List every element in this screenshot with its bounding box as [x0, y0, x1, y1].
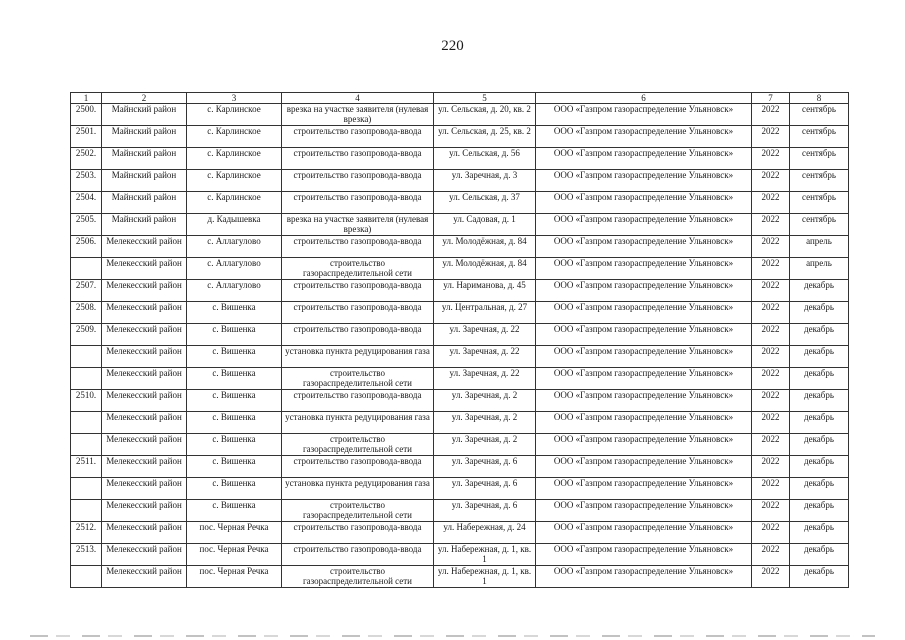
table-row	[71, 566, 849, 588]
work-cell: строительство газопровода-ввода	[282, 390, 434, 412]
header-row	[71, 93, 849, 104]
settlement-cell: пос. Черная Речка	[187, 566, 282, 588]
year-cell: 2022	[752, 302, 790, 324]
address-cell: ул. Набережная, д. 1, кв. 1	[434, 544, 536, 566]
work-cell: установка пункта редуцирования газа	[282, 478, 434, 500]
district-cell: Мелекесский район	[102, 544, 187, 566]
address-cell: ул. Заречная, д. 6	[434, 456, 536, 478]
address-cell: ул. Центральная, д. 27	[434, 302, 536, 324]
month-cell: декабрь	[790, 456, 849, 478]
organization-cell: ООО «Газпром газораспределение Ульяновск»	[536, 302, 752, 324]
table-row	[71, 500, 849, 522]
settlement-cell: с. Карлинское	[187, 148, 282, 170]
organization-cell: ООО «Газпром газораспределение Ульяновск»	[536, 192, 752, 214]
row-number: 2511.	[71, 456, 102, 478]
settlement-cell: с. Аллагулово	[187, 236, 282, 258]
month-cell: сентябрь	[790, 170, 849, 192]
table-row	[71, 280, 849, 302]
organization-cell: ООО «Газпром газораспределение Ульяновск»	[536, 324, 752, 346]
organization-cell: ООО «Газпром газораспределение Ульяновск»	[536, 214, 752, 236]
address-cell: ул. Сельская, д. 25, кв. 2	[434, 126, 536, 148]
work-cell: строительство газопровода-ввода	[282, 236, 434, 258]
district-cell: Мелекесский район	[102, 390, 187, 412]
row-number	[71, 434, 102, 456]
row-number: 2504.	[71, 192, 102, 214]
district-cell: Майнский район	[102, 214, 187, 236]
table-row	[71, 104, 849, 126]
month-cell: сентябрь	[790, 148, 849, 170]
table-row	[71, 324, 849, 346]
year-cell: 2022	[752, 324, 790, 346]
month-cell: декабрь	[790, 500, 849, 522]
district-cell: Мелекесский район	[102, 566, 187, 588]
year-cell: 2022	[752, 280, 790, 302]
organization-cell: ООО «Газпром газораспределение Ульяновск»	[536, 544, 752, 566]
district-cell: Мелекесский район	[102, 324, 187, 346]
work-cell: строительство газопровода-ввода	[282, 148, 434, 170]
settlement-cell: с. Вишенка	[187, 500, 282, 522]
organization-cell: ООО «Газпром газораспределение Ульяновск»	[536, 280, 752, 302]
table-row	[71, 258, 849, 280]
year-cell: 2022	[752, 478, 790, 500]
work-cell: строительство газопровода-ввода	[282, 192, 434, 214]
settlement-cell: пос. Черная Речка	[187, 522, 282, 544]
row-number: 2505.	[71, 214, 102, 236]
work-cell: строительство газопровода-ввода	[282, 302, 434, 324]
address-cell: ул. Набережная, д. 1, кв. 1	[434, 566, 536, 588]
address-cell: ул. Заречная, д. 22	[434, 346, 536, 368]
column-header: 3	[187, 93, 282, 104]
table-row	[71, 302, 849, 324]
settlement-cell: с. Вишенка	[187, 346, 282, 368]
district-cell: Мелекесский район	[102, 522, 187, 544]
month-cell: декабрь	[790, 346, 849, 368]
row-number	[71, 566, 102, 588]
settlement-cell: с. Карлинское	[187, 192, 282, 214]
settlement-cell: с. Вишенка	[187, 390, 282, 412]
month-cell: декабрь	[790, 566, 849, 588]
organization-cell: ООО «Газпром газораспределение Ульяновск»	[536, 522, 752, 544]
work-cell: строительство газопровода-ввода	[282, 544, 434, 566]
district-cell: Майнский район	[102, 170, 187, 192]
table-row	[71, 412, 849, 434]
year-cell: 2022	[752, 390, 790, 412]
month-cell: декабрь	[790, 544, 849, 566]
district-cell: Мелекесский район	[102, 434, 187, 456]
settlement-cell: с. Вишенка	[187, 368, 282, 390]
district-cell: Мелекесский район	[102, 368, 187, 390]
district-cell: Майнский район	[102, 104, 187, 126]
row-number: 2510.	[71, 390, 102, 412]
district-cell: Мелекесский район	[102, 456, 187, 478]
settlement-cell: с. Вишенка	[187, 412, 282, 434]
work-cell: строительство газопровода-ввода	[282, 324, 434, 346]
row-number: 2502.	[71, 148, 102, 170]
address-cell: ул. Заречная, д. 22	[434, 368, 536, 390]
organization-cell: ООО «Газпром газораспределение Ульяновск»	[536, 346, 752, 368]
table-row	[71, 368, 849, 390]
table-row	[71, 192, 849, 214]
organization-cell: ООО «Газпром газораспределение Ульяновск»	[536, 390, 752, 412]
month-cell: апрель	[790, 236, 849, 258]
year-cell: 2022	[752, 368, 790, 390]
year-cell: 2022	[752, 346, 790, 368]
table-row	[71, 544, 849, 566]
year-cell: 2022	[752, 412, 790, 434]
organization-cell: ООО «Газпром газораспределение Ульяновск»	[536, 478, 752, 500]
work-cell: строительство газопровода-ввода	[282, 280, 434, 302]
organization-cell: ООО «Газпром газораспределение Ульяновск»	[536, 500, 752, 522]
month-cell: декабрь	[790, 434, 849, 456]
address-cell: ул. Заречная, д. 2	[434, 412, 536, 434]
work-cell: строительство газопровода-ввода	[282, 170, 434, 192]
row-number: 2503.	[71, 170, 102, 192]
organization-cell: ООО «Газпром газораспределение Ульяновск»	[536, 148, 752, 170]
district-cell: Мелекесский район	[102, 280, 187, 302]
year-cell: 2022	[752, 126, 790, 148]
organization-cell: ООО «Газпром газораспределение Ульяновск»	[536, 456, 752, 478]
address-cell: ул. Молодёжная, д. 84	[434, 258, 536, 280]
row-number: 2508.	[71, 302, 102, 324]
year-cell: 2022	[752, 522, 790, 544]
address-cell: ул. Нариманова, д. 45	[434, 280, 536, 302]
address-cell: ул. Заречная, д. 22	[434, 324, 536, 346]
year-cell: 2022	[752, 170, 790, 192]
organization-cell: ООО «Газпром газораспределение Ульяновск»	[536, 104, 752, 126]
table-row	[71, 126, 849, 148]
scan-artifact	[30, 635, 875, 637]
district-cell: Майнский район	[102, 126, 187, 148]
address-cell: ул. Молодёжная, д. 84	[434, 236, 536, 258]
month-cell: декабрь	[790, 522, 849, 544]
year-cell: 2022	[752, 258, 790, 280]
district-cell: Мелекесский район	[102, 302, 187, 324]
month-cell: сентябрь	[790, 104, 849, 126]
table-row	[71, 522, 849, 544]
row-number: 2513.	[71, 544, 102, 566]
district-cell: Мелекесский район	[102, 346, 187, 368]
district-cell: Мелекесский район	[102, 500, 187, 522]
settlement-cell: с. Вишенка	[187, 456, 282, 478]
year-cell: 2022	[752, 148, 790, 170]
settlement-cell: пос. Черная Речка	[187, 544, 282, 566]
organization-cell: ООО «Газпром газораспределение Ульяновск»	[536, 258, 752, 280]
column-header: 4	[282, 93, 434, 104]
address-cell: ул. Заречная, д. 2	[434, 434, 536, 456]
row-number	[71, 368, 102, 390]
settlement-cell: с. Вишенка	[187, 478, 282, 500]
settlement-cell: с. Аллагулово	[187, 280, 282, 302]
district-cell: Мелекесский район	[102, 478, 187, 500]
organization-cell: ООО «Газпром газораспределение Ульяновск»	[536, 236, 752, 258]
month-cell: декабрь	[790, 280, 849, 302]
year-cell: 2022	[752, 434, 790, 456]
row-number	[71, 346, 102, 368]
column-header: 2	[102, 93, 187, 104]
month-cell: сентябрь	[790, 192, 849, 214]
work-cell: установка пункта редуцирования газа	[282, 346, 434, 368]
district-cell: Мелекесский район	[102, 258, 187, 280]
table-row	[71, 236, 849, 258]
month-cell: сентябрь	[790, 214, 849, 236]
column-header: 6	[536, 93, 752, 104]
work-cell: строительство газораспределительной сети	[282, 368, 434, 390]
settlement-cell: с. Вишенка	[187, 302, 282, 324]
year-cell: 2022	[752, 104, 790, 126]
row-number	[71, 258, 102, 280]
organization-cell: ООО «Газпром газораспределение Ульяновск»	[536, 368, 752, 390]
month-cell: декабрь	[790, 478, 849, 500]
settlement-cell: с. Вишенка	[187, 324, 282, 346]
row-number	[71, 500, 102, 522]
year-cell: 2022	[752, 544, 790, 566]
organization-cell: ООО «Газпром газораспределение Ульяновск»	[536, 412, 752, 434]
table-row	[71, 214, 849, 236]
work-cell: строительство газопровода-ввода	[282, 522, 434, 544]
column-header: 5	[434, 93, 536, 104]
work-cell: строительство газораспределительной сети	[282, 500, 434, 522]
row-number: 2501.	[71, 126, 102, 148]
address-cell: ул. Заречная, д. 6	[434, 478, 536, 500]
address-cell: ул. Садовая, д. 1	[434, 214, 536, 236]
month-cell: декабрь	[790, 324, 849, 346]
table-row	[71, 434, 849, 456]
year-cell: 2022	[752, 456, 790, 478]
table-row	[71, 456, 849, 478]
year-cell: 2022	[752, 500, 790, 522]
address-cell: ул. Заречная, д. 2	[434, 390, 536, 412]
month-cell: апрель	[790, 258, 849, 280]
work-cell: строительство газораспределительной сети	[282, 566, 434, 588]
table-row	[71, 148, 849, 170]
address-cell: ул. Сельская, д. 56	[434, 148, 536, 170]
settlement-cell: д. Кадышевка	[187, 214, 282, 236]
address-cell: ул. Заречная, д. 3	[434, 170, 536, 192]
month-cell: декабрь	[790, 368, 849, 390]
row-number: 2506.	[71, 236, 102, 258]
district-cell: Мелекесский район	[102, 412, 187, 434]
row-number: 2512.	[71, 522, 102, 544]
table-row	[71, 478, 849, 500]
work-cell: врезка на участке заявителя (нулевая врезка)	[282, 104, 434, 126]
registry-body	[71, 104, 849, 588]
month-cell: сентябрь	[790, 126, 849, 148]
table-row	[71, 170, 849, 192]
work-cell: строительство газопровода-ввода	[282, 456, 434, 478]
work-cell: строительство газораспределительной сети	[282, 258, 434, 280]
row-number	[71, 478, 102, 500]
column-header: 7	[752, 93, 790, 104]
year-cell: 2022	[752, 214, 790, 236]
month-cell: декабрь	[790, 412, 849, 434]
settlement-cell: с. Карлинское	[187, 170, 282, 192]
registry-table	[70, 92, 849, 588]
district-cell: Майнский район	[102, 192, 187, 214]
row-number: 2509.	[71, 324, 102, 346]
address-cell: ул. Набережная, д. 24	[434, 522, 536, 544]
work-cell: врезка на участке заявителя (нулевая врезка)	[282, 214, 434, 236]
row-number: 2500.	[71, 104, 102, 126]
settlement-cell: с. Аллагулово	[187, 258, 282, 280]
month-cell: декабрь	[790, 390, 849, 412]
work-cell: установка пункта редуцирования газа	[282, 412, 434, 434]
year-cell: 2022	[752, 236, 790, 258]
address-cell: ул. Сельская, д. 20, кв. 2	[434, 104, 536, 126]
month-cell: декабрь	[790, 302, 849, 324]
year-cell: 2022	[752, 566, 790, 588]
organization-cell: ООО «Газпром газораспределение Ульяновск»	[536, 170, 752, 192]
organization-cell: ООО «Газпром газораспределение Ульяновск»	[536, 566, 752, 588]
table-row	[71, 390, 849, 412]
settlement-cell: с. Карлинское	[187, 104, 282, 126]
organization-cell: ООО «Газпром газораспределение Ульяновск»	[536, 126, 752, 148]
column-header: 8	[790, 93, 849, 104]
district-cell: Майнский район	[102, 148, 187, 170]
district-cell: Мелекесский район	[102, 236, 187, 258]
settlement-cell: с. Карлинское	[187, 126, 282, 148]
work-cell: строительство газопровода-ввода	[282, 126, 434, 148]
work-cell: строительство газораспределительной сети	[282, 434, 434, 456]
row-number	[71, 412, 102, 434]
address-cell: ул. Заречная, д. 6	[434, 500, 536, 522]
settlement-cell: с. Вишенка	[187, 434, 282, 456]
table-row	[71, 346, 849, 368]
column-header: 1	[71, 93, 102, 104]
row-number: 2507.	[71, 280, 102, 302]
page-number: 220	[441, 38, 464, 54]
address-cell: ул. Сельская, д. 37	[434, 192, 536, 214]
organization-cell: ООО «Газпром газораспределение Ульяновск»	[536, 434, 752, 456]
year-cell: 2022	[752, 192, 790, 214]
